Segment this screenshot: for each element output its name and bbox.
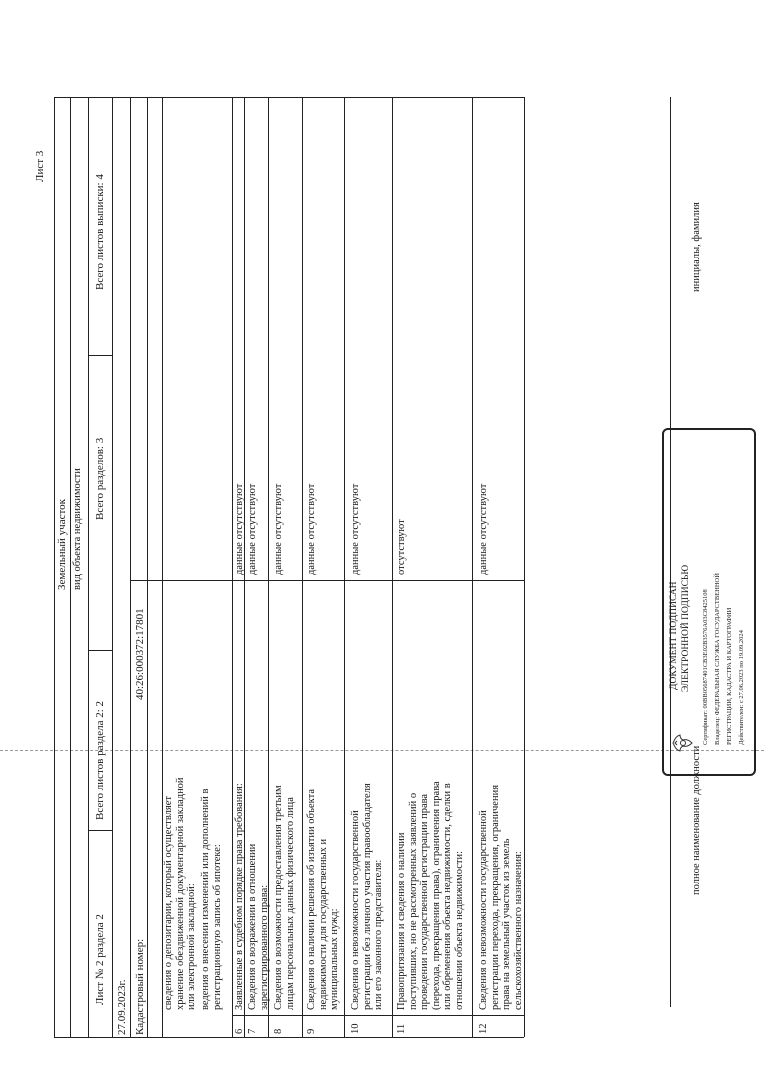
table-border-left bbox=[54, 97, 55, 1037]
table-line bbox=[344, 97, 345, 1037]
table-border-top bbox=[54, 97, 524, 98]
table-border-bottom bbox=[54, 1037, 524, 1038]
table-line bbox=[130, 97, 131, 1037]
row-number: 7 bbox=[247, 1028, 258, 1034]
row-value: данные отсутствуют bbox=[247, 483, 258, 575]
row-number: 11 bbox=[396, 1023, 407, 1034]
table-line bbox=[70, 97, 71, 1037]
row-label: Сведения о возможности предоставления третьим лицам персональных данных физического лица bbox=[273, 785, 296, 1010]
emblem-icon bbox=[672, 730, 694, 756]
total-sheets-extract: Всего листов выписки: 4 bbox=[94, 174, 106, 290]
row-value: данные отсутствуют bbox=[306, 483, 317, 575]
row-number: 8 bbox=[273, 1028, 284, 1034]
row-label: Сведения о невозможности государственной регистрации без личного участия правообладателя или его законного представителя: bbox=[350, 783, 384, 1010]
header-divider bbox=[88, 650, 112, 651]
row-label: Сведения о наличии решения об изъятии объекта недвижимости для государственных и муниципальных нужд: bbox=[306, 789, 340, 1010]
stamp-owner-1: Владелец: ФЕДЕРАЛЬНАЯ СЛУЖБА ГОСУДАРСТВЕННОЙ bbox=[714, 573, 721, 745]
scan-artifact-line bbox=[0, 750, 764, 751]
table-line bbox=[112, 97, 113, 1037]
header-divider bbox=[88, 830, 112, 831]
stamp-certificate: Сертификат: 00BB05687401CB3E02B3576A03C8425108 bbox=[702, 589, 709, 745]
number-column-divider bbox=[232, 1015, 524, 1016]
row-value: данные отсутствуют bbox=[234, 483, 245, 575]
mortgage-block-divider bbox=[147, 580, 232, 581]
row-number: 6 bbox=[234, 1028, 245, 1034]
object-type: Земельный участок bbox=[56, 499, 68, 590]
sheet-number: Лист 3 bbox=[34, 150, 46, 182]
row-value: данные отсутствуют bbox=[478, 483, 489, 575]
total-sections: Всего разделов: 3 bbox=[94, 437, 106, 520]
header-divider bbox=[88, 355, 112, 356]
amendments-info-label: ведения о внесении изменений или дополнений в регистрационную запись об ипотеке: bbox=[200, 788, 223, 1010]
table-border-right bbox=[524, 97, 525, 1037]
signature-line-cap bbox=[670, 97, 671, 98]
row-value: данные отсутствуют bbox=[350, 483, 361, 575]
object-type-caption: вид объекта недвижимости bbox=[72, 468, 83, 590]
row-label: Заявленные в судебном порядке права требования: bbox=[234, 783, 245, 1010]
stamp-title-1: ДОКУМЕНТ ПОДПИСАН bbox=[669, 581, 679, 690]
row-label: Сведения о возражении в отношении зарегистрированного права: bbox=[247, 843, 270, 1010]
row-number: 9 bbox=[306, 1028, 317, 1034]
row-number: 10 bbox=[350, 1023, 361, 1034]
extract-date: 27.09.2023г. bbox=[116, 979, 128, 1035]
table-line bbox=[472, 97, 473, 1037]
total-sheets-section: Всего листов раздела 2: 2 bbox=[94, 700, 106, 820]
table-line bbox=[392, 97, 393, 1037]
stamp-owner-2: РЕГИСТРАЦИИ, КАДАСТРА И КАРТОГРАФИИ bbox=[726, 607, 733, 745]
depositary-info-label: сведения о депозитарии, который осуществляет хранение обездвиженной документарной закладной или электронной закладной: bbox=[163, 777, 197, 1010]
stamp-title-2: ЭЛЕКТРОННОЙ ПОДПИСЬЮ bbox=[681, 564, 691, 692]
row-value: данные отсутствуют bbox=[273, 483, 284, 575]
name-caption: инициалы, фамилия bbox=[691, 202, 702, 292]
stamp-valid: Действителен: с 27.06.2023 по 19.09.2024 bbox=[738, 630, 745, 745]
table-line bbox=[147, 97, 148, 1037]
row-number: 12 bbox=[478, 1023, 489, 1034]
sheet-no: Лист № 2 раздела 2 bbox=[94, 914, 106, 1005]
row-label: Сведения о невозможности государственной регистрации перехода, прекращения, ограничения права на земельный участок из земель сельскохозяйственного назначения: bbox=[478, 784, 524, 1010]
cadastral-label: Кадастровый номер: bbox=[134, 938, 146, 1035]
table-line bbox=[88, 97, 89, 1037]
row-label: Правопритязания и сведения о наличии поступивших, но не рассмотренных заявлений о проведении государственной регистрации права (перехода, прекращения права), ограничения права или обременения объекта недвижимости, сделки в отношении объекта недвижимости: bbox=[396, 781, 465, 1010]
row-value: отсутствуют bbox=[396, 519, 407, 575]
table-line bbox=[302, 97, 303, 1037]
cadastral-value: 40:26:000372:17801 bbox=[134, 608, 146, 700]
table-line bbox=[232, 97, 233, 1037]
position-caption: полное наименование должности bbox=[691, 745, 702, 895]
